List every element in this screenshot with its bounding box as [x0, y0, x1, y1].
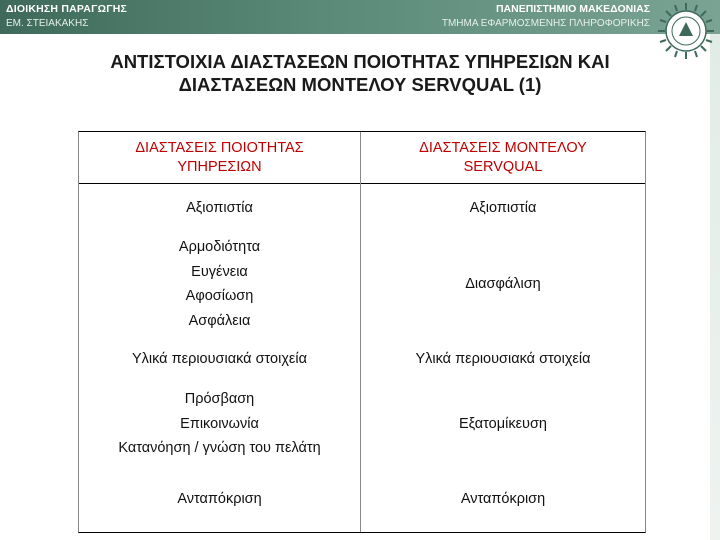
dimensions-table — [78, 131, 646, 533]
slide-title — [40, 50, 680, 96]
table-row — [79, 466, 645, 532]
table-row — [79, 382, 645, 466]
table-cell-right — [361, 382, 645, 466]
table-cell-left — [79, 184, 360, 232]
table-cell-right — [361, 336, 645, 382]
table-cell-right — [361, 232, 645, 336]
cell-text: Πρόσβαση — [184, 391, 255, 408]
cell-text: Αφοσίωση — [185, 288, 254, 304]
table-row — [79, 336, 645, 382]
header-text: ΔΙΑΣΤΑΣΕΙΣ ΜΟΝΤΕΛΟΥ — [419, 139, 587, 156]
cell-text: Επικοινωνία — [180, 415, 259, 432]
university-name: ΠΑΝΕΠΙΣΤΗΜΙΟ ΜΑΚΕΔΟΝΙΑΣ — [495, 3, 650, 15]
cell-text: Αξιοπιστία — [469, 199, 537, 216]
cell-text: Κατανόηση / γνώση του πελάτη — [118, 440, 321, 457]
course-title: ΔΙΟΙΚΗΣΗ ΠΑΡΑΓΩΓΗΣ — [6, 3, 128, 15]
slide-title-line-1: ΑΝΤΙΣΤΟΙΧΙΑ ΔΙΑΣΤΑΣΕΩΝ ΠΟΙΟΤΗΤΑΣ ΥΠΗΡΕΣΙΩΝ ΚΑΙ — [110, 51, 610, 72]
header-quality-dimensions — [79, 132, 360, 183]
header-text: ΔΙΑΣΤΑΣΕΙΣ ΠΟΙΟΤΗΤΑΣ — [135, 139, 304, 156]
header-text: ΥΠΗΡΕΣΙΩΝ — [177, 158, 262, 175]
header-servqual-dimensions — [361, 132, 645, 183]
cell-text: Υλικά περιουσιακά στοιχεία — [415, 350, 591, 367]
table-cell-left — [79, 466, 360, 532]
cell-text: Ευγένεια — [191, 263, 248, 280]
cell-text: Αρμοδιότητα — [178, 239, 261, 255]
cell-text: Ανταπόκριση — [177, 490, 262, 507]
table-cell-right — [361, 466, 645, 532]
department-name: ΤΜΗΜΑ ΕΦΑΡΜΟΣΜΕΝΗΣ ΠΛΗΡΟΦΟΡΙΚΗΣ — [441, 18, 650, 29]
slide-title-line-2: ΔΙΑΣΤΑΣΕΩΝ ΜΟΝΤΕΛΟΥ SERVQUAL (1) — [178, 74, 542, 95]
cell-text: Αξιοπιστία — [186, 199, 253, 216]
table-row — [79, 184, 645, 232]
instructor-name: ΕΜ. ΣΤΕΙΑΚΑΚΗΣ — [6, 18, 89, 29]
header-band — [0, 0, 720, 34]
table-cell-left — [79, 336, 360, 382]
table-header-row — [79, 132, 645, 183]
cell-text: Υλικά περιουσιακά στοιχεία — [131, 350, 308, 367]
table-row — [79, 232, 645, 336]
table-cell-right — [361, 184, 645, 232]
cell-text: Εξατομίκευση — [459, 415, 547, 432]
cell-text: Διασφάλιση — [465, 275, 541, 292]
cell-text: Ανταπόκριση — [460, 490, 546, 507]
table-cell-left — [79, 382, 360, 466]
header-text: SERVQUAL — [463, 158, 543, 175]
side-decoration — [710, 34, 720, 540]
cell-text: Ασφάλεια — [188, 312, 251, 329]
table-cell-left — [79, 232, 360, 336]
